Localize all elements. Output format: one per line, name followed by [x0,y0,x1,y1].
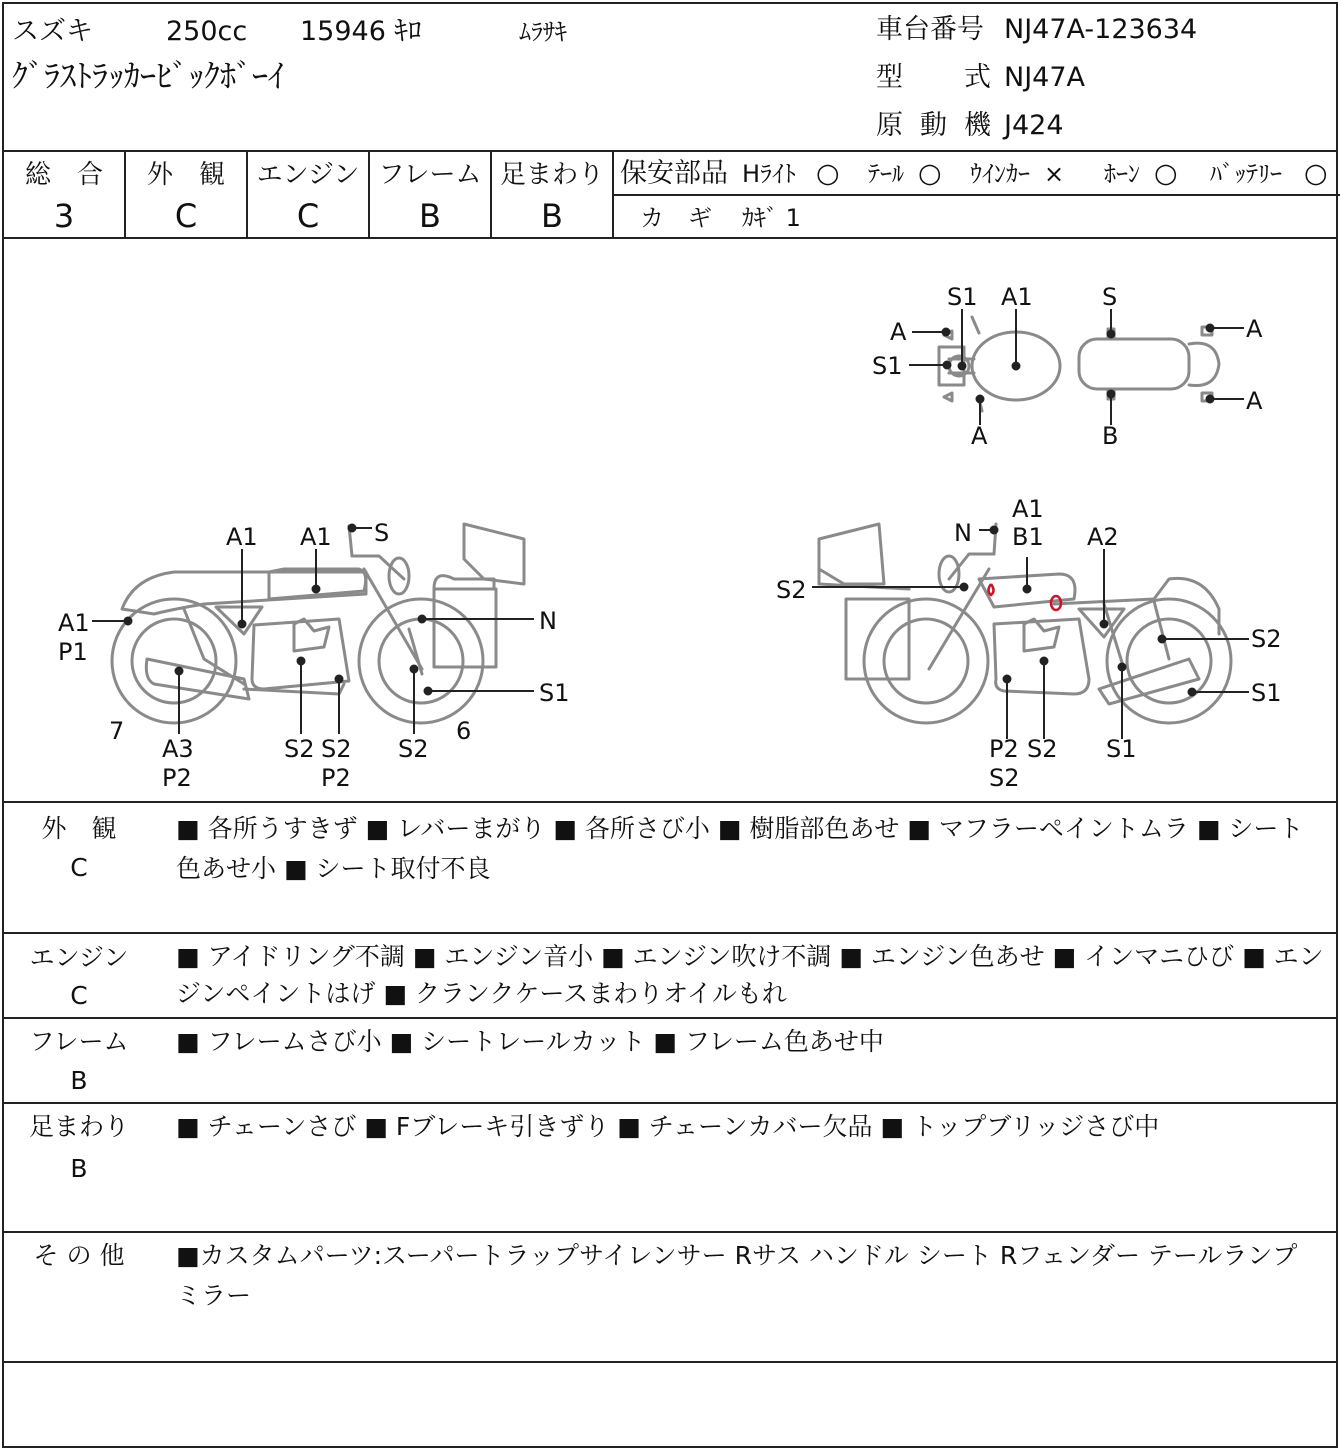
grade-engine-value: C [296,197,320,235]
safety-headlight-label: Hﾗｲﾄ [742,160,797,188]
damage-diagram [4,239,1340,809]
displacement: 250cc [166,16,248,47]
label-left-6: 6 [456,717,472,745]
engine-label-3: 機 [964,110,991,141]
left-view-bike [112,524,524,723]
safety-headlight-mark: ○ [816,158,840,189]
label-right-p2: P2 [989,735,1019,763]
section-other-label: そ の 他 [33,1241,125,1270]
label-right-s2-3: S2 [989,764,1020,792]
safety-horn-label: ﾎｰﾝ [1104,160,1140,188]
right-view-bike [819,524,1231,723]
frame-number-label: 車台番号 [876,14,984,45]
label-right-b1: B1 [1012,523,1044,551]
section-exterior-text: ■ 各所うすきず ■ レバーまがり ■ 各所さび小 ■ 樹脂部色あせ ■ マフラーペイントムラ ■ シート色あせ小 ■ シート取付不良 [176,814,1304,883]
label-left-p2-2: P2 [321,764,351,792]
label-left-s: S [374,519,390,547]
section-suspension-text: ■ チェーンさび ■ Fブレーキ引きずり ■ チェーンカバー欠品 ■ トップブリッジさび中 [176,1112,1160,1141]
label-left-p2-1: P2 [162,764,192,792]
grade-frame-label: フレーム [378,160,482,190]
red-mark-1 [989,584,994,595]
type-label-2: 式 [964,62,991,93]
label-top-s1-b: S1 [872,352,903,380]
section-suspension-label: 足まわり [28,1112,129,1141]
label-left-s2-3: S2 [398,735,429,763]
key-label: カ ギ [640,204,712,232]
safety-battery-label: ﾊﾞｯﾃﾘｰ [1210,160,1282,188]
label-top-a-right-1: A [1246,315,1263,343]
inspection-sheet [2,2,1338,1448]
section-engine-grade: C [70,981,88,1010]
model-name: ｸﾞﾗｽﾄﾗｯｶｰﾋﾞｯｸﾎﾞｰｲ [12,57,285,95]
engine-value: J424 [1004,110,1064,141]
safety-winker-label: ｳｲﾝｶｰ [970,160,1030,188]
section-suspension-grade: B [70,1154,88,1183]
section-exterior-grade: C [70,853,88,882]
label-right-a1: A1 [1012,495,1044,523]
label-right-s1-2: S1 [1106,735,1137,763]
label-left-s2-2: S2 [321,735,352,763]
safety-winker-mark: × [1044,160,1065,188]
section-other-text: ■カスタムパーツ:スーパートラップサイレンサー Rサス ハンドル シート Rフェンダー テールランプ ミラー [176,1241,1298,1310]
label-top-b: B [1102,422,1119,450]
section-frame-text: ■ フレームさび小 ■ シートレールカット ■ フレーム色あせ中 [176,1027,884,1056]
section-engine-text: ■ アイドリング不調 ■ エンジン音小 ■ エンジン吹け不調 ■ エンジン色あせ ■ インマニひび ■ エンジンペイントはげ ■ クランクケースまわりオイルもれ [176,942,1324,1008]
safety-label: 保安部品 [620,158,728,189]
label-top-a1: A1 [1001,283,1033,311]
label-right-n: N [954,519,972,547]
type-label-1: 型 [876,62,903,93]
label-left-a1-1: A1 [226,523,258,551]
label-top-a-left: A [890,318,907,346]
label-left-7: 7 [109,717,125,745]
section-engine-label: エンジン [29,943,129,972]
label-right-a2: A2 [1087,523,1119,551]
label-left-a1-2: A1 [300,523,332,551]
grade-frame-value: B [419,197,441,235]
section-exterior-label: 外 観 [41,814,117,843]
safety-tail-mark: ○ [918,158,942,189]
section-frame-label: フレーム [29,1027,129,1056]
frame-number: NJ47A-123634 [1004,14,1198,45]
label-left-s1: S1 [539,679,570,707]
body-color: ﾑﾗｻｷ [519,18,567,46]
engine-label-1: 原 [876,110,903,141]
label-right-s1-1: S1 [1251,679,1282,707]
label-left-s2-1: S2 [284,735,315,763]
grade-suspension-label: 足まわり [499,160,604,190]
type-value: NJ47A [1004,62,1085,93]
grade-suspension-value: B [541,197,563,235]
grade-total-label: 総 合 [24,160,103,190]
grade-engine-label: エンジン [256,160,360,190]
label-top-a-right-2: A [1246,387,1263,415]
label-right-s2-1: S2 [776,576,807,604]
safety-horn-mark: ○ [1154,158,1178,189]
safety-battery-mark: ○ [1304,158,1328,189]
label-left-n: N [539,607,557,635]
label-right-s2-4: S2 [1027,735,1058,763]
safety-tail-label: ﾃｰﾙ [868,160,904,188]
section-frame-grade: B [70,1066,88,1095]
label-left-a3: A3 [162,735,194,763]
grade-exterior-label: 外 観 [146,160,225,190]
grade-total-value: 3 [53,197,75,235]
label-left-p1: P1 [58,638,88,666]
maker: スズキ [12,16,93,47]
label-top-s: S [1102,283,1118,311]
key-value: ｶｷﾞ 1 [742,204,801,232]
label-top-a-bottom: A [971,422,988,450]
engine-label-2: 動 [920,110,947,141]
grade-exterior-value: C [174,197,198,235]
mileage: 15946 ｷﾛ [300,16,422,47]
label-right-s2-2: S2 [1251,625,1282,653]
label-top-s1-a: S1 [947,283,978,311]
label-left-a1-3: A1 [58,609,90,637]
